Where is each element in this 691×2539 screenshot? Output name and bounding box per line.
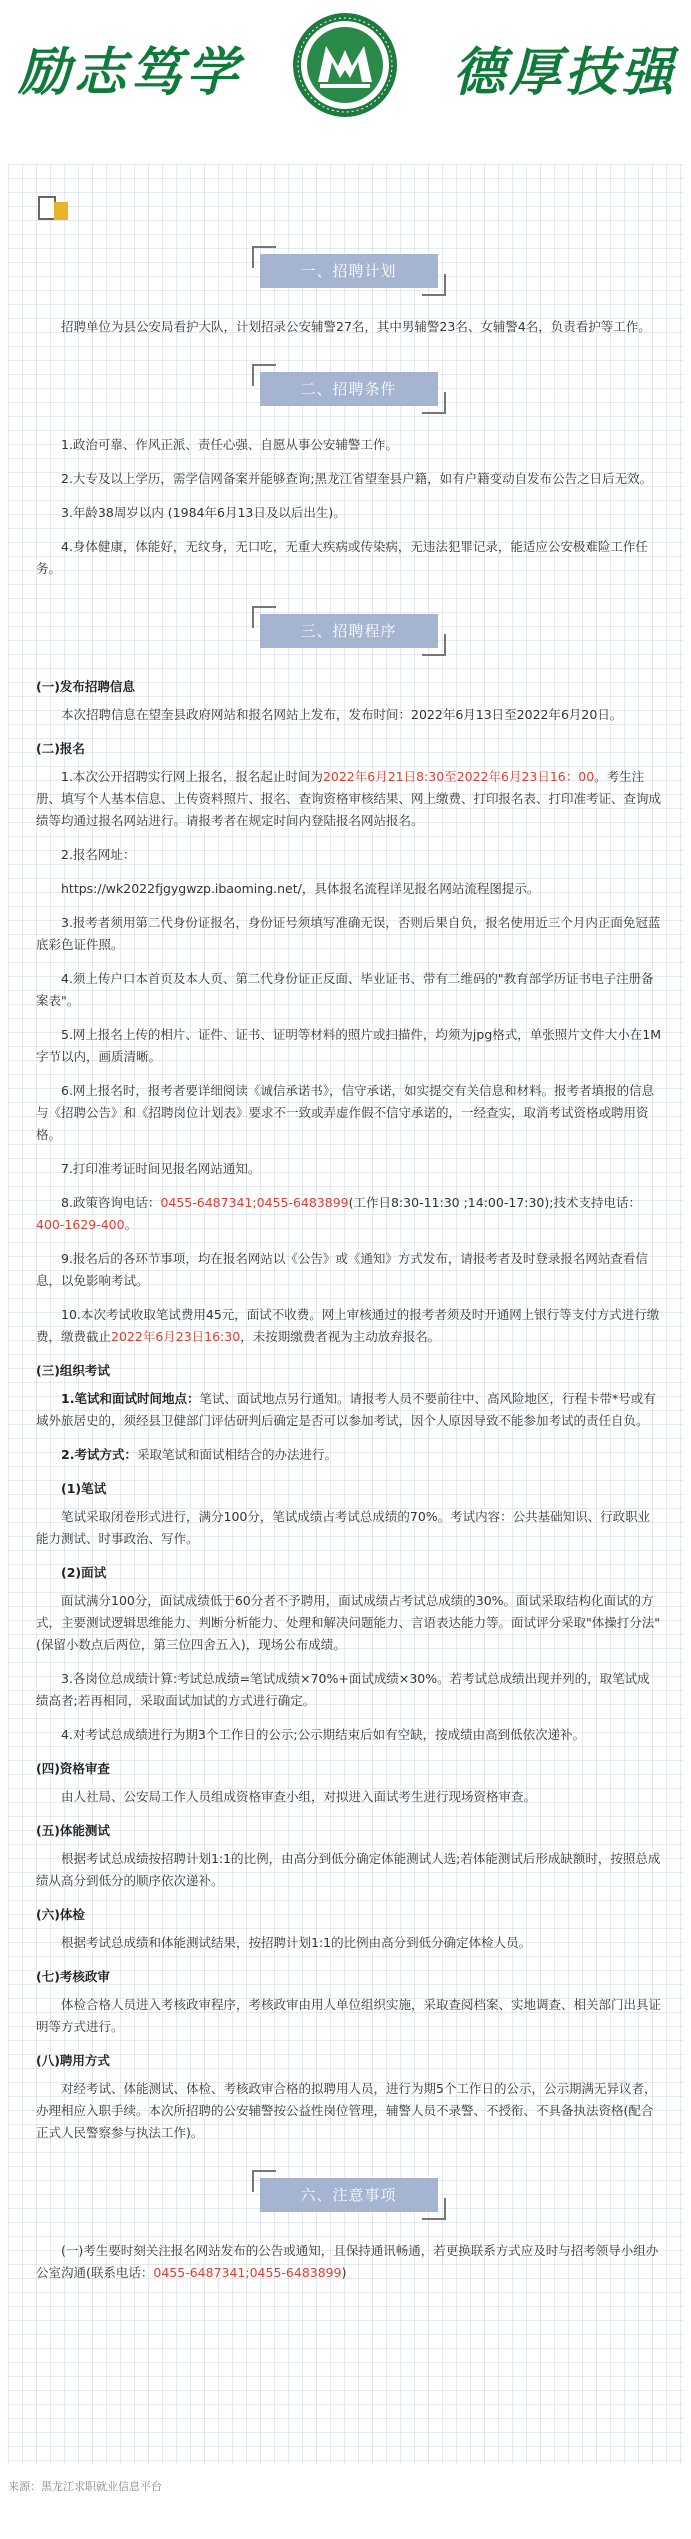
- registration-url[interactable]: https://wk2022fjgygwzp.ibaoming.net/，具体报名流程详见报名网站流程图提示。: [61, 881, 540, 896]
- section-title: 二、招聘条件: [260, 372, 438, 406]
- procedure-heading: (二)报名: [36, 741, 85, 756]
- header-banner: [0, 0, 691, 158]
- registration-item: 3.报考者须用第二代身份证报名，身份证号须填写准确无误，否则后果自负，报名使用近三个月内正面免冠蓝底彩色证件照。: [36, 915, 661, 952]
- section-title: 六、注意事项: [260, 2178, 438, 2212]
- registration-period: 2022年6月21日8:30至2022年6月23日16：00: [322, 769, 595, 784]
- document-icon: [36, 194, 72, 224]
- procedure-heading: (一)发布招聘信息: [36, 679, 135, 694]
- procedure-paragraph: 由人社局、公安局工作人员组成资格审查小组，对拟进入面试考生进行现场资格审查。: [61, 1789, 537, 1804]
- registration-item: 2.报名网址：: [61, 847, 136, 862]
- section-title: 一、招聘计划: [260, 254, 438, 288]
- registration-item: 1.本次公开招聘实行网上报名，报名起止时间为2022年6月21日8:30至2022年6月23日16：00。考生注册、填写个人基本信息、上传资料照片、报名、查询资格审核结果、网上缴费、打印报名表、打印准考证、查询成绩等均通过报名网站进行。请报考者在规定时间内登陆报名网站报名。: [36, 769, 662, 828]
- condition-item: 2.大专及以上学历，需学信网备案并能够查询;黑龙江省望奎县户籍，如有户籍变动自发布公告之日后无效。: [61, 471, 653, 486]
- section-heading-plan: [36, 254, 661, 288]
- slogan-left: 励志笃学: [18, 42, 243, 103]
- procedure-heading: (七)考核政审: [36, 1969, 110, 1984]
- procedure-heading: (八)聘用方式: [36, 2053, 110, 2068]
- procedure-paragraph: 根据考试总成绩按招聘计划1:1的比例，由高分到低分确定体能测试人选;若体能测试后形成缺额时，按照总成绩从高分到低分的顺序依次递补。: [36, 1851, 661, 1888]
- exam-item: 1.笔试和面试时间地点：笔试、面试地点另行通知。请报考人员不要前往中、高风险地区，行程卡带*号或有域外旅居史的，须经县卫健部门评估研判后确定是否可以参加考试，因个人原因导致不能参加考试的责任自负。: [36, 1391, 656, 1428]
- procedure-heading: (四)资格审查: [36, 1761, 110, 1776]
- plan-paragraph: 招聘单位为县公安局看护大队，计划招录公安辅警27名，其中男辅警23名、女辅警4名，负责看护等工作。: [61, 319, 651, 334]
- payment-deadline: 2022年6月23日16:30: [111, 1329, 241, 1344]
- condition-item: 3.年龄38周岁以内 (1984年6月13日及以后出生)。: [61, 505, 346, 520]
- policy-phone: 0455-6487341;0455-6483899: [160, 1195, 349, 1210]
- school-emblem-icon: [290, 10, 400, 120]
- interview-paragraph: 面试满分100分，面试成绩低于60分者不予聘用，面试成绩占考试总成绩的30%。面试采取结构化面试的方式，主要测试逻辑思维能力、判断分析能力、处理和解决问题能力、言语表达能力等。面试评分采取"体操打分法"(保留小数点后两位，第三位四舍五入)，现场公布成绩。: [36, 1593, 661, 1652]
- slogan-right: 德厚技强: [452, 42, 677, 103]
- section-heading-conditions: [36, 372, 661, 406]
- condition-item: 4.身体健康，体能好，无纹身，无口吃，无重大疾病或传染病，无违法犯罪记录，能适应公安极难险工作任务。: [36, 539, 648, 576]
- registration-item: 9.报名后的各环节事项，均在报名网站以《公告》或《通知》方式发布，请报考者及时登录报名网站查看信息，以免影响考试。: [36, 1251, 648, 1288]
- exam-subheading: (2)面试: [61, 1565, 107, 1580]
- condition-item: 1.政治可靠、作风正派、责任心强、自愿从事公安辅警工作。: [61, 437, 398, 452]
- registration-item: 8.政策咨询电话：0455-6487341;0455-6483899(工作日8:30-11:30 ;14:00-17:30);技术支持电话：400-1629-400。: [36, 1195, 641, 1232]
- procedure-heading: (六)体检: [36, 1907, 85, 1922]
- registration-item: 4.须上传户口本首页及本人页、第二代身份证正反面、毕业证书、带有二维码的"教育部学历证书电子注册备案表"。: [36, 971, 654, 1008]
- exam-item: 4.对考试总成绩进行为期3个工作日的公示;公示期结束后如有空缺，按成绩由高到低依次递补。: [61, 1727, 586, 1742]
- contact-phone: 0455-6487341;0455-6483899: [153, 2265, 342, 2280]
- note-item: (一)考生要时刻关注报名网站发布的公告或通知，且保持通讯畅通，若更换联系方式应及时与招考领导小组办公室沟通(联系电话：0455-6487341;0455-6483899): [36, 2243, 659, 2280]
- procedure-paragraph: 本次招聘信息在望奎县政府网站和报名网站上发布，发布时间：2022年6月13日至2022年6月20日。: [61, 707, 623, 722]
- registration-item: 6.网上报名时，报考者要详细阅读《诚信承诺书》，信守承诺，如实提交有关信息和材料。报考者填报的信息与《招聘公告》和《招聘岗位计划表》要求不一致或弄虚作假不信守承诺的，一经查实，取消考试资格或聘用资格。: [36, 1083, 655, 1142]
- section-heading-procedure: [36, 614, 661, 648]
- exam-item: 2.考试方式：采取笔试和面试相结合的办法进行。: [61, 1447, 337, 1462]
- registration-item: 7.打印准考证时间见报名网站通知。: [61, 1161, 261, 1176]
- procedure-heading: (三)组织考试: [36, 1363, 110, 1378]
- procedure-paragraph: 对经考试、体能测试、体检、考核政审合格的拟聘用人员，进行为期5个工作日的公示，公示期满无异议者，办理相应入职手续。本次所招聘的公安辅警按公益性岗位管理，辅警人员不录警、不授衔、不具备执法资格(配合正式人民警察参与执法工作)。: [36, 2081, 657, 2140]
- procedure-paragraph: 体检合格人员进入考核政审程序，考核政审由用人单位组织实施，采取查阅档案、实地调查、相关部门出具证明等方式进行。: [36, 1997, 662, 2034]
- exam-item: 3.各岗位总成绩计算:考试总成绩=笔试成绩×70%+面试成绩×30%。若考试总成绩出现并列的，取笔试成绩高者;若再相同，采取面试加试的方式进行确定。: [36, 1671, 650, 1708]
- support-phone: 400-1629-400: [36, 1217, 125, 1232]
- procedure-paragraph: 根据考试总成绩和体能测试结果，按招聘计划1:1的比例由高分到低分确定体检人员。: [61, 1935, 532, 1950]
- section-heading-notes: [36, 2178, 661, 2212]
- procedure-heading: (五)体能测试: [36, 1823, 110, 1838]
- registration-item: 10.本次考试收取笔试费用45元，面试不收费。网上审核通过的报考者须及时开通网上银行等支付方式进行缴费，缴费截止2022年6月23日16:30，未按期缴费者视为主动放弃报名。: [36, 1307, 660, 1344]
- registration-item: 5.网上报名上传的相片、证件、证书、证明等材料的照片或扫描件，均须为jpg格式，单张照片文件大小在1M字节以内，画质清晰。: [36, 1027, 662, 1064]
- source-credit: 来源：黑龙江求职就业信息平台: [8, 2480, 162, 2493]
- exam-subheading: (1)笔试: [61, 1481, 107, 1496]
- written-exam-paragraph: 笔试采取闭卷形式进行，满分100分，笔试成绩占考试总成绩的70%。考试内容：公共基础知识、行政职业能力测试、时事政治、写作。: [36, 1509, 651, 1546]
- article-content: [8, 164, 683, 2464]
- section-title: 三、招聘程序: [260, 614, 438, 648]
